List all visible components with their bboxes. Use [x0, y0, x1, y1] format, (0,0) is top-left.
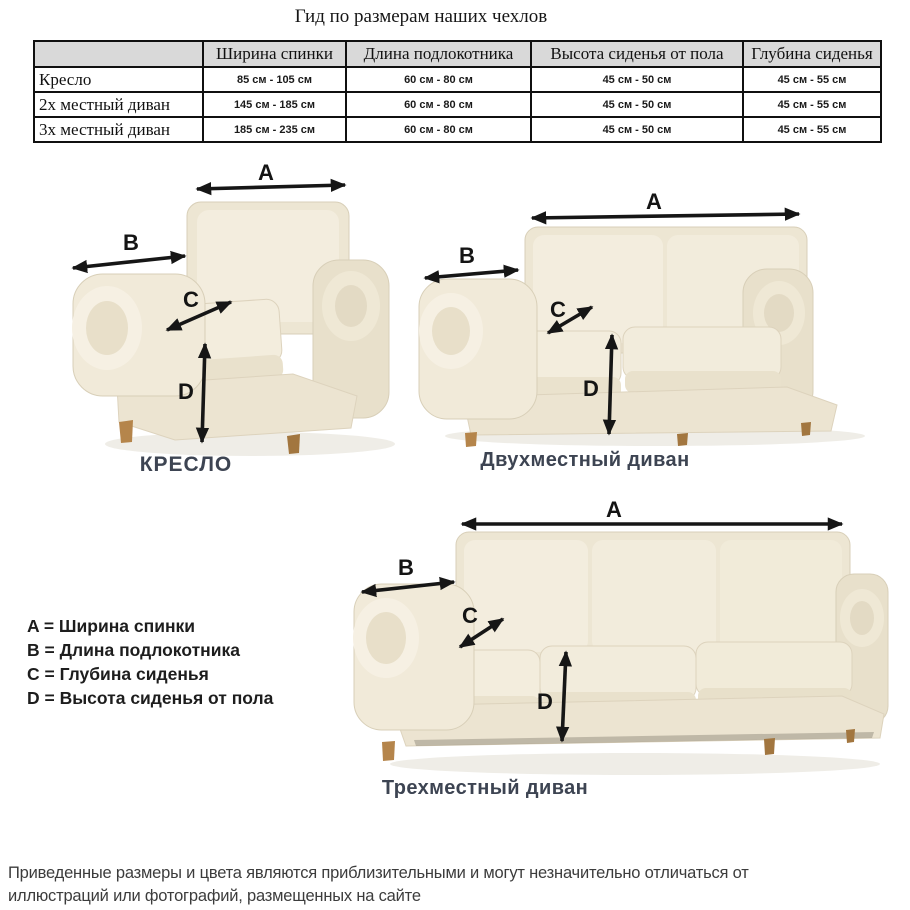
dim-label-d: D: [178, 379, 194, 404]
table-header-row: [34, 41, 881, 67]
three-seater-illustration: [340, 492, 900, 792]
dim-label-b: B: [459, 243, 475, 268]
col-header-seat-depth: Глубина сиденья: [743, 41, 881, 67]
two-seater-illustration: [405, 183, 885, 448]
table-cell: 60 см - 80 см: [346, 67, 531, 92]
dim-label-b: B: [398, 555, 414, 580]
col-header-armrest-length: Длина подлокотника: [346, 41, 531, 67]
dim-label-c: C: [183, 287, 199, 312]
disclaimer-line-2: иллюстраций или фотографий, размещенных на сайте: [8, 887, 421, 905]
row-label: 2х местный диван: [34, 92, 203, 117]
three-seater-caption: Трехместный диван: [381, 777, 589, 799]
dim-arrow-a: [532, 214, 799, 218]
table-row: [34, 92, 881, 117]
table-cell: 45 см - 55 см: [743, 117, 881, 142]
col-header-back-width: Ширина спинки: [203, 41, 346, 67]
legend-item-a: A = Ширина спинки: [27, 616, 196, 636]
page-title: Гид по размерам наших чехлов: [294, 6, 548, 27]
disclaimer-line-1: Приведенные размеры и цвета являются приблизительными и могут незначительно отличаться от: [8, 864, 749, 882]
table-cell: 85 см - 105 см: [203, 67, 346, 92]
two-seater-figure: [405, 183, 885, 448]
table-cell: 60 см - 80 см: [346, 117, 531, 142]
sofa-left-arm: [353, 584, 474, 730]
table-row: [34, 67, 881, 92]
armchair-figure: [55, 156, 395, 456]
dim-arrow-b: [73, 256, 185, 268]
size-table: [33, 40, 882, 143]
legend-item-d: D = Высота сиденья от пола: [27, 688, 274, 708]
row-label: 3х местный диван: [34, 117, 203, 142]
dim-label-a: A: [258, 160, 274, 185]
table-cell: 45 см - 55 см: [743, 92, 881, 117]
armchair-illustration: [55, 156, 395, 456]
table-cell: 185 см - 235 см: [203, 117, 346, 142]
floor-shadow: [390, 753, 880, 775]
dim-label-d: D: [537, 689, 553, 714]
table-cell: 45 см - 50 см: [531, 92, 743, 117]
dim-label-d: D: [583, 376, 599, 401]
table-row: [34, 117, 881, 142]
table-cell: 45 см - 50 см: [531, 67, 743, 92]
dim-label-a: A: [606, 497, 622, 522]
armchair-caption: КРЕСЛО: [139, 453, 233, 476]
two-seater-caption: Двухместный диван: [480, 449, 690, 471]
dim-arrow-b: [425, 270, 518, 278]
legend-item-b: B = Длина подлокотника: [27, 640, 240, 660]
dim-arrow-a: [197, 185, 345, 189]
table-cell: 45 см - 50 см: [531, 117, 743, 142]
disclaimer: [8, 862, 898, 908]
table-cell: 145 см - 185 см: [203, 92, 346, 117]
table-cell: 60 см - 80 см: [346, 92, 531, 117]
col-header-seat-height: Высота сиденья от пола: [531, 41, 743, 67]
table-cell: 45 см - 55 см: [743, 67, 881, 92]
dim-label-a: A: [646, 189, 662, 214]
dimension-legend: [27, 614, 273, 710]
dim-label-b: B: [123, 230, 139, 255]
dim-label-c: C: [550, 297, 566, 322]
sofa-left-arm: [419, 279, 537, 419]
corner-cell: [34, 41, 203, 67]
legend-item-c: C = Глубина сиденья: [27, 664, 209, 684]
row-label: Кресло: [34, 67, 203, 92]
three-seater-figure: [340, 492, 900, 792]
dim-label-c: C: [462, 603, 478, 628]
